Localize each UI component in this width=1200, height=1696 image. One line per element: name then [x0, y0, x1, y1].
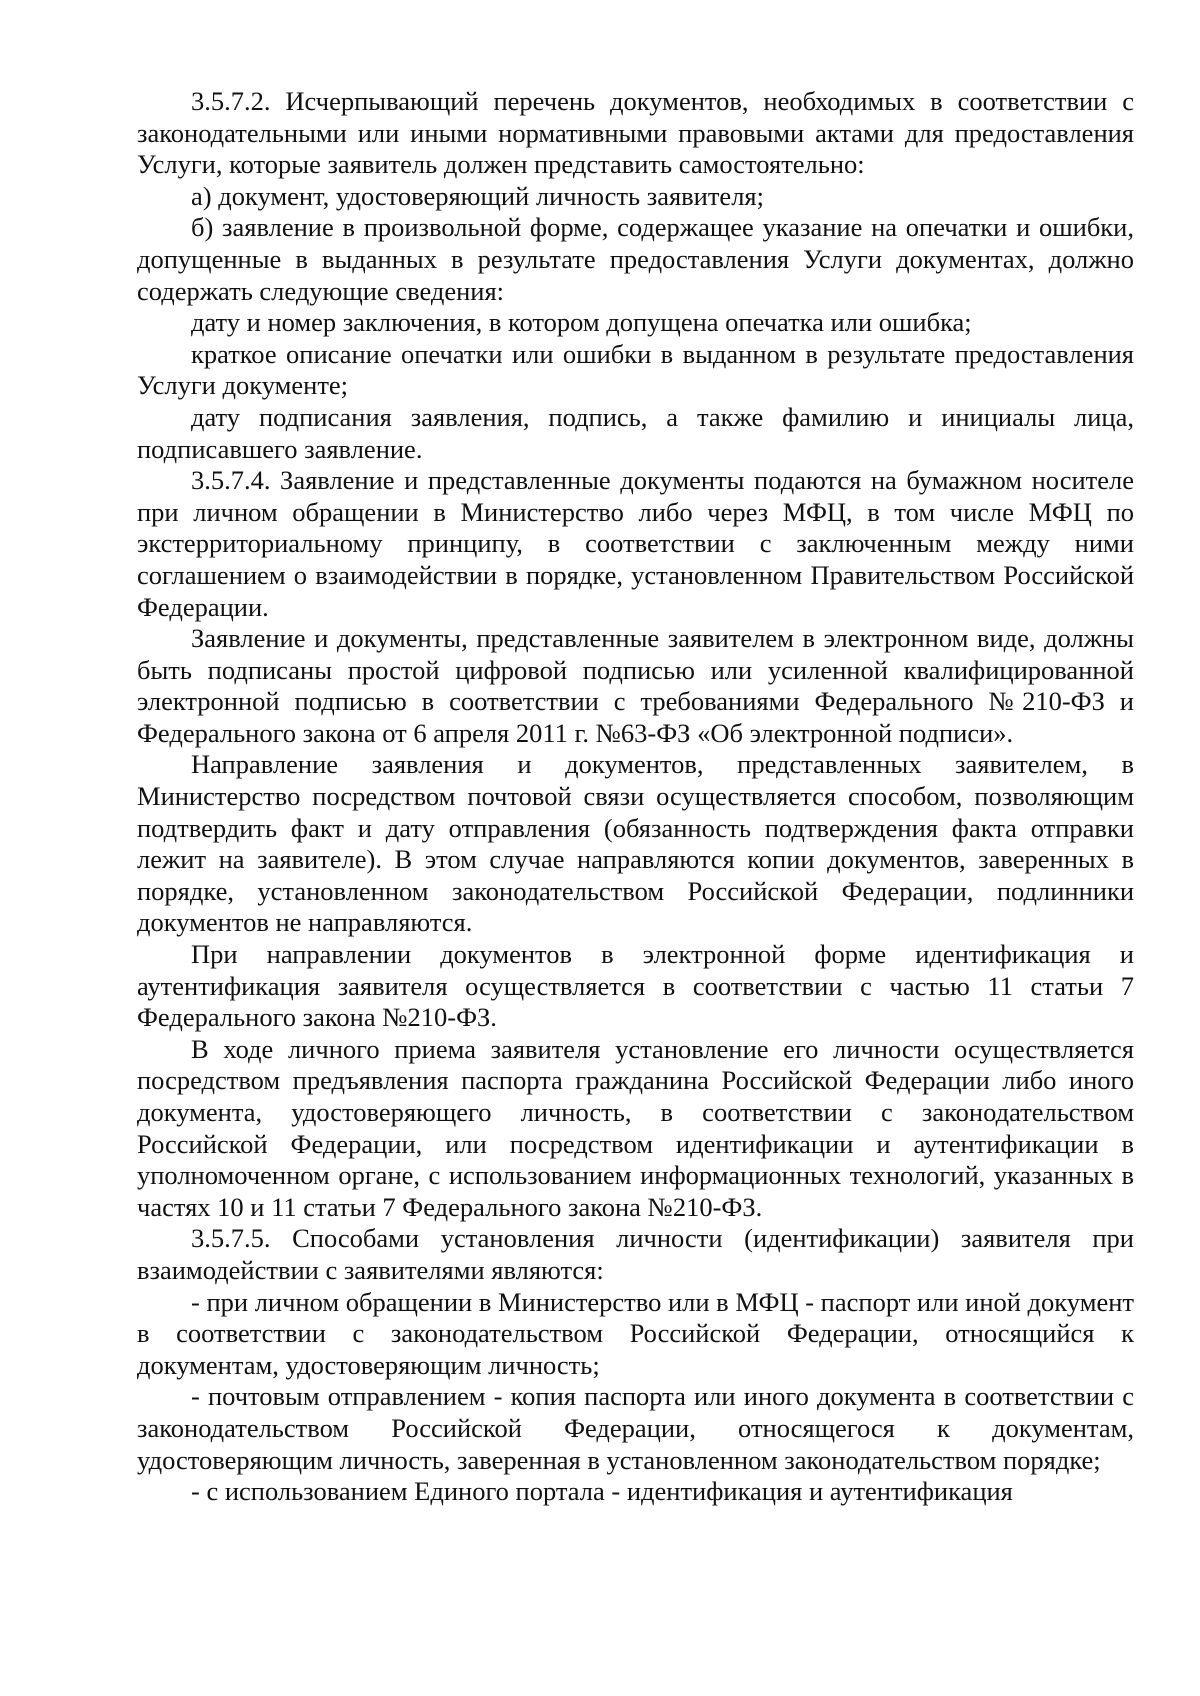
requirement-signature: дату подписания заявления, подпись, а также фамилию и инициалы лица, подписавшего заявление.	[137, 401, 1134, 464]
document-body	[137, 86, 1134, 1508]
paragraph-electronic-identification: При направлении документов в электронной форме идентификация и аутентификация заявителя осуществляется в соответствии с частью 11 статьи 7 Федерального закона №210-ФЗ.	[137, 939, 1134, 1033]
paragraph-electronic-submission: Заявление и документы, представленные заявителем в электронном виде, должны быть подписаны простой цифровой подписью или усиленной квалифицированной электронной подписью в соответствии с требованиями Федерального №210-ФЗ и Федерального закона от 6 апреля 2011 г. №63-ФЗ «Об электронной подписи».	[137, 623, 1134, 748]
paragraph-personal-reception: В ходе личного приема заявителя установление его личности осуществляется посредством предъявления паспорта гражданина Российской Федерации либо иного документа, удостоверяющего личность, в соответствии с законодательством Российской Федерации, или посредством идентификации и аутентификации в уполномоченном органе, с использованием информационных технологий, указанных в частях 10 и 11 статьи 7 Федерального закона №210-ФЗ.	[137, 1033, 1134, 1222]
paragraph-3-5-7-4: 3.5.7.4. Заявление и представленные документы подаются на бумажном носителе при личном обращении в Министерство либо через МФЦ, в том числе МФЦ по экстерриториальному принципу, в соответствии с заключенным между ними соглашением о взаимодействии в порядке, установленном Правительством Российской Федерации.	[137, 465, 1134, 622]
paragraph-postal-submission: Направление заявления и документов, представленных заявителем, в Министерство посредством почтовой связи осуществляется способом, позволяющим подтвердить факт и дату отправления (обязанность подтверждения факта отправки лежит на заявителе). В этом случае направляются копии документов, заверенных в порядке, установленном законодательством Российской Федерации, подлинники документов не направляются.	[137, 749, 1134, 938]
list-item-unified-portal: - с использованием Единого портала - идентификация и аутентификация	[191, 1476, 1013, 1507]
list-item-personal-visit: - при личном обращении в Министерство или в МФЦ - паспорт или иной документ в соответствии с законодательством Российской Федерации, относящийся к документам, удостоверяющим личность;	[137, 1286, 1134, 1380]
paragraph-3-5-7-5: 3.5.7.5. Способами установления личности (идентификации) заявителя при взаимодействии с заявителями являются:	[137, 1223, 1134, 1285]
list-item-b: б) заявление в произвольной форме, содержащее указание на опечатки и ошибки, допущенные в выданных в результате предоставления Услуги документах, должно содержать следующие сведения:	[137, 212, 1134, 306]
requirement-date-number: дату и номер заключения, в котором допущена опечатка или ошибка;	[191, 307, 972, 338]
list-item-a: а) документ, удостоверяющий личность заявителя;	[191, 180, 764, 211]
requirement-error-description: краткое описание опечатки или ошибки в выданном в результате предоставления Услуги документе;	[137, 338, 1134, 401]
list-item-postal: - почтовым отправлением - копия паспорта или иного документа в соответствии с законодательством Российской Федерации, относящегося к документам, удостоверяющим личность, заверенная в установленном законодательством порядке;	[137, 1381, 1134, 1475]
paragraph-3-5-7-2: 3.5.7.2. Исчерпывающий перечень документов, необходимых в соответствии с законодательными или иными нормативными правовыми актами для предоставления Услуги, которые заявитель должен представить самостоятельно:	[137, 86, 1134, 180]
